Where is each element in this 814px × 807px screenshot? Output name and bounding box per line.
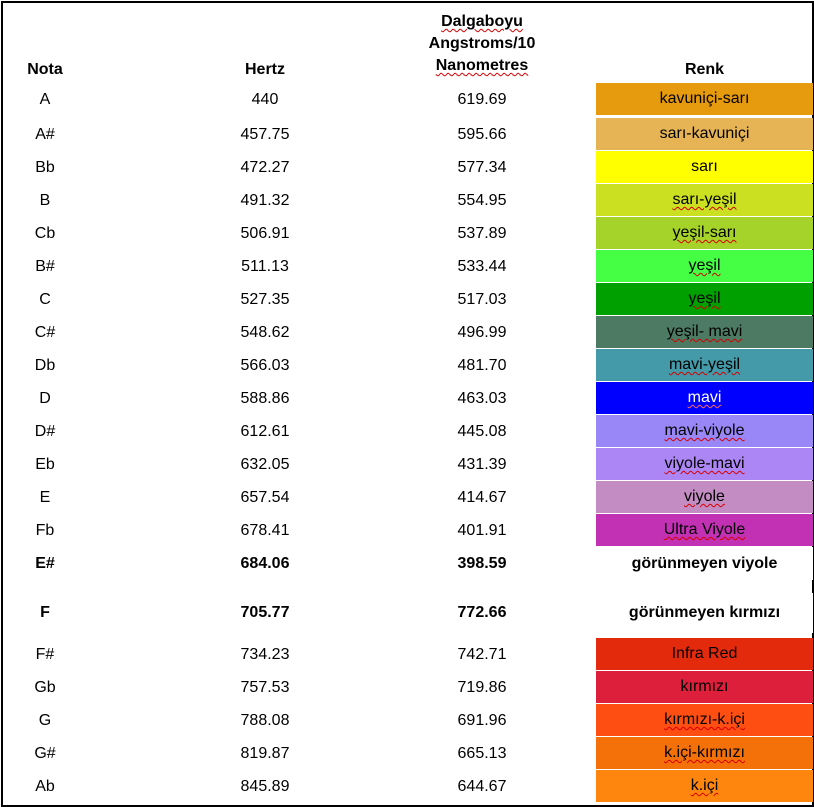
note-cell bbox=[3, 737, 87, 770]
wavelength-cell bbox=[389, 593, 575, 633]
hertz-cell-text: 632.05 bbox=[240, 455, 290, 473]
color-name-cell-text: görünmeyen kırmızı bbox=[628, 604, 781, 621]
color-name-cell-text: k.içi-kırmızı bbox=[664, 744, 745, 761]
notes-table bbox=[1, 1, 814, 807]
color-name-cell-text: Infra Red bbox=[671, 645, 738, 662]
color-name-cell bbox=[596, 671, 813, 703]
wavelength-cell bbox=[389, 184, 575, 217]
note-cell bbox=[3, 481, 87, 514]
hertz-cell-text: 612.61 bbox=[240, 422, 290, 440]
note-cell bbox=[3, 514, 87, 547]
color-name-cell bbox=[596, 593, 813, 633]
wavelength-cell bbox=[389, 415, 575, 448]
note-cell-text: G bbox=[38, 711, 52, 729]
wavelength-cell bbox=[389, 704, 575, 737]
color-name-cell bbox=[596, 118, 813, 150]
color-name-cell bbox=[596, 448, 813, 480]
color-name-cell-text: sarı-kavuniçi bbox=[659, 125, 750, 142]
wavelength-cell bbox=[389, 481, 575, 514]
wavelength-cell-text: 691.96 bbox=[457, 711, 507, 729]
wavelength-cell bbox=[389, 118, 575, 151]
color-name-cell-text: viyole-mavi bbox=[664, 455, 745, 472]
table-row bbox=[3, 514, 812, 547]
wavelength-cell bbox=[389, 250, 575, 283]
table-row bbox=[3, 217, 812, 250]
hertz-cell-text: 511.13 bbox=[241, 257, 289, 275]
hertz-cell bbox=[173, 547, 357, 580]
note-cell bbox=[3, 593, 87, 633]
hertz-cell bbox=[173, 638, 357, 671]
wavelength-cell-text: 463.03 bbox=[457, 389, 507, 407]
note-cell bbox=[3, 415, 87, 448]
hertz-cell-text: 457.75 bbox=[240, 125, 290, 143]
note-cell-text: F# bbox=[35, 645, 55, 663]
table-row bbox=[3, 184, 812, 217]
color-name-cell bbox=[596, 151, 813, 183]
wavelength-cell bbox=[389, 547, 575, 580]
hertz-cell-text: 472.27 bbox=[240, 158, 290, 176]
color-name-cell-text: viyole bbox=[684, 488, 725, 505]
hertz-cell bbox=[173, 415, 357, 448]
color-name-cell bbox=[596, 283, 813, 315]
note-cell-text: Eb bbox=[35, 455, 55, 473]
hertz-cell bbox=[173, 217, 357, 250]
color-name-cell bbox=[596, 770, 813, 802]
wavelength-cell-text: 445.08 bbox=[457, 422, 507, 440]
hertz-cell bbox=[173, 737, 357, 770]
color-name-cell-text: mavi-yeşil bbox=[668, 356, 741, 373]
note-cell bbox=[3, 83, 87, 116]
color-name-cell bbox=[596, 349, 813, 381]
wavelength-cell bbox=[389, 448, 575, 481]
wavelength-cell-text: 577.34 bbox=[457, 158, 507, 176]
color-name-cell-text: yeşil- mavi bbox=[666, 323, 743, 340]
note-cell-text: Fb bbox=[35, 521, 55, 539]
hertz-cell-text: 788.08 bbox=[240, 711, 290, 729]
note-cell-text: E# bbox=[35, 554, 55, 572]
hertz-cell-text: 705.77 bbox=[240, 604, 290, 621]
note-cell-text: Gb bbox=[34, 678, 56, 696]
table-row bbox=[3, 547, 812, 580]
note-cell-text: C bbox=[39, 290, 51, 308]
note-cell bbox=[3, 671, 87, 704]
hertz-cell-text: 657.54 bbox=[240, 488, 290, 506]
wavelength-cell bbox=[389, 283, 575, 316]
color-name-cell bbox=[596, 184, 813, 216]
wavelength-cell-text: 595.66 bbox=[457, 125, 507, 143]
wavelength-cell-text: 401.91 bbox=[457, 521, 507, 539]
hertz-cell bbox=[173, 671, 357, 704]
table-row bbox=[3, 415, 812, 448]
hertz-cell-text: 588.86 bbox=[240, 389, 290, 407]
color-name-cell bbox=[596, 737, 813, 769]
note-cell-text: C# bbox=[34, 323, 56, 341]
color-name-cell-text: kavuniçi-sarı bbox=[659, 90, 750, 107]
note-cell-text: B bbox=[39, 191, 51, 209]
note-cell bbox=[3, 118, 87, 151]
hertz-cell bbox=[173, 316, 357, 349]
wavelength-cell-text: 398.59 bbox=[457, 554, 507, 572]
wavelength-cell-text: 772.66 bbox=[457, 604, 507, 621]
color-name-cell bbox=[596, 481, 813, 513]
hertz-cell-text: 440 bbox=[251, 90, 279, 108]
wavelength-cell bbox=[389, 83, 575, 116]
wavelength-cell-text: 517.03 bbox=[457, 290, 507, 308]
header-wavelength bbox=[389, 11, 575, 77]
color-name-cell-text: yeşil bbox=[688, 257, 721, 274]
note-cell-text: G# bbox=[34, 744, 56, 762]
note-cell-text: D# bbox=[34, 422, 56, 440]
wavelength-cell bbox=[389, 382, 575, 415]
header-nota: Nota bbox=[27, 61, 63, 78]
hertz-cell-text: 757.53 bbox=[240, 678, 290, 696]
wavelength-cell bbox=[389, 770, 575, 803]
note-cell-text: Db bbox=[34, 356, 56, 374]
hertz-cell bbox=[173, 83, 357, 116]
note-cell bbox=[3, 704, 87, 737]
header-wavelength-line2: Angstroms/10 bbox=[428, 35, 536, 52]
hertz-cell-text: 734.23 bbox=[240, 645, 290, 663]
color-name-cell bbox=[596, 316, 813, 348]
color-name-cell bbox=[596, 217, 813, 249]
color-name-cell bbox=[596, 547, 813, 580]
hertz-cell bbox=[173, 151, 357, 184]
hertz-cell-text: 506.91 bbox=[240, 224, 290, 242]
hertz-cell-text: 819.87 bbox=[240, 744, 290, 762]
note-cell-text: B# bbox=[35, 257, 55, 275]
color-name-cell-text: görünmeyen viyole bbox=[631, 554, 778, 572]
note-cell bbox=[3, 217, 87, 250]
table-row bbox=[3, 316, 812, 349]
table-row bbox=[3, 448, 812, 481]
note-cell-text: A# bbox=[35, 125, 55, 143]
note-cell bbox=[3, 184, 87, 217]
hertz-cell-text: 566.03 bbox=[240, 356, 290, 374]
table-row bbox=[3, 770, 812, 803]
color-name-cell bbox=[596, 415, 813, 447]
hertz-cell bbox=[173, 250, 357, 283]
note-cell bbox=[3, 349, 87, 382]
table-row bbox=[3, 704, 812, 737]
hertz-cell bbox=[173, 770, 357, 803]
wavelength-cell bbox=[389, 737, 575, 770]
hertz-cell bbox=[173, 481, 357, 514]
hertz-cell bbox=[173, 593, 357, 633]
hertz-cell-text: 491.32 bbox=[240, 191, 290, 209]
wavelength-cell bbox=[389, 151, 575, 184]
wavelength-cell-text: 481.70 bbox=[457, 356, 507, 374]
hertz-cell-text: 845.89 bbox=[240, 777, 290, 795]
note-cell bbox=[3, 547, 87, 580]
table-row bbox=[3, 638, 812, 671]
color-name-cell-text: yeşil-sarı bbox=[672, 224, 737, 241]
note-cell-text: Bb bbox=[35, 158, 55, 176]
table-row bbox=[3, 283, 812, 316]
table-row bbox=[3, 349, 812, 382]
note-cell-text: Cb bbox=[34, 224, 56, 242]
hertz-cell bbox=[173, 704, 357, 737]
color-name-cell-text: Ultra Viyole bbox=[663, 521, 746, 538]
wavelength-cell-text: 619.69 bbox=[457, 90, 507, 108]
header-hertz: Hertz bbox=[244, 61, 285, 78]
color-name-cell-text: mavi-viyole bbox=[664, 422, 745, 439]
wavelength-cell bbox=[389, 514, 575, 547]
hertz-cell-text: 548.62 bbox=[240, 323, 290, 341]
table-row bbox=[3, 250, 812, 283]
wavelength-cell-text: 554.95 bbox=[457, 191, 507, 209]
color-name-cell-text: kırmızı bbox=[680, 678, 729, 695]
note-cell-text: E bbox=[39, 488, 51, 506]
wavelength-cell bbox=[389, 349, 575, 382]
note-cell bbox=[3, 283, 87, 316]
wavelength-cell-text: 533.44 bbox=[457, 257, 507, 275]
color-name-cell-text: sarı-yeşil bbox=[672, 191, 737, 208]
color-name-cell bbox=[596, 638, 813, 670]
note-cell-text: F bbox=[40, 604, 50, 621]
hertz-cell-text: 678.41 bbox=[240, 521, 290, 539]
color-name-cell-text: mavi bbox=[687, 389, 722, 406]
hertz-cell bbox=[173, 448, 357, 481]
table-row bbox=[3, 737, 812, 770]
hertz-cell-text: 684.06 bbox=[240, 554, 290, 572]
hertz-cell bbox=[173, 349, 357, 382]
color-name-cell bbox=[596, 514, 813, 546]
hertz-cell bbox=[173, 283, 357, 316]
note-cell bbox=[3, 250, 87, 283]
wavelength-cell-text: 644.67 bbox=[457, 777, 507, 795]
hertz-cell-text: 527.35 bbox=[240, 290, 290, 308]
table-row bbox=[3, 593, 812, 633]
color-name-cell-text: sarı bbox=[691, 158, 718, 175]
hertz-cell bbox=[173, 184, 357, 217]
color-name-cell-text: yeşil bbox=[688, 290, 721, 307]
color-name-cell bbox=[596, 250, 813, 282]
note-cell-text: Ab bbox=[35, 777, 55, 795]
wavelength-cell-text: 496.99 bbox=[457, 323, 507, 341]
wavelength-cell bbox=[389, 638, 575, 671]
wavelength-cell bbox=[389, 316, 575, 349]
table-row bbox=[3, 671, 812, 704]
note-cell-text: D bbox=[39, 389, 51, 407]
wavelength-cell bbox=[389, 671, 575, 704]
note-cell bbox=[3, 382, 87, 415]
note-cell bbox=[3, 638, 87, 671]
hertz-cell bbox=[173, 514, 357, 547]
wavelength-cell-text: 742.71 bbox=[457, 645, 507, 663]
color-name-cell bbox=[596, 704, 813, 736]
wavelength-cell-text: 665.13 bbox=[457, 744, 507, 762]
note-cell bbox=[3, 448, 87, 481]
header-wavelength-line1: Dalgaboyu bbox=[441, 13, 523, 30]
table-row bbox=[3, 118, 812, 151]
note-cell bbox=[3, 316, 87, 349]
table-row bbox=[3, 382, 812, 415]
wavelength-cell-text: 719.86 bbox=[457, 678, 507, 696]
note-cell-text: A bbox=[39, 90, 51, 108]
wavelength-cell-text: 414.67 bbox=[457, 488, 507, 506]
wavelength-cell bbox=[389, 217, 575, 250]
note-cell bbox=[3, 770, 87, 803]
hertz-cell bbox=[173, 118, 357, 151]
table-row bbox=[3, 481, 812, 514]
header-wavelength-line3: Nanometres bbox=[435, 57, 529, 74]
color-name-cell bbox=[596, 83, 813, 115]
color-name-cell-text: kırmızı-k.içi bbox=[664, 711, 745, 728]
table-row bbox=[3, 151, 812, 184]
note-cell bbox=[3, 151, 87, 184]
hertz-cell bbox=[173, 382, 357, 415]
wavelength-cell-text: 537.89 bbox=[457, 224, 507, 242]
color-name-cell bbox=[596, 382, 813, 414]
header-renk: Renk bbox=[684, 61, 725, 78]
color-name-cell-text: k.içi bbox=[690, 777, 719, 794]
wavelength-cell-text: 431.39 bbox=[457, 455, 507, 473]
table-row bbox=[3, 83, 812, 116]
